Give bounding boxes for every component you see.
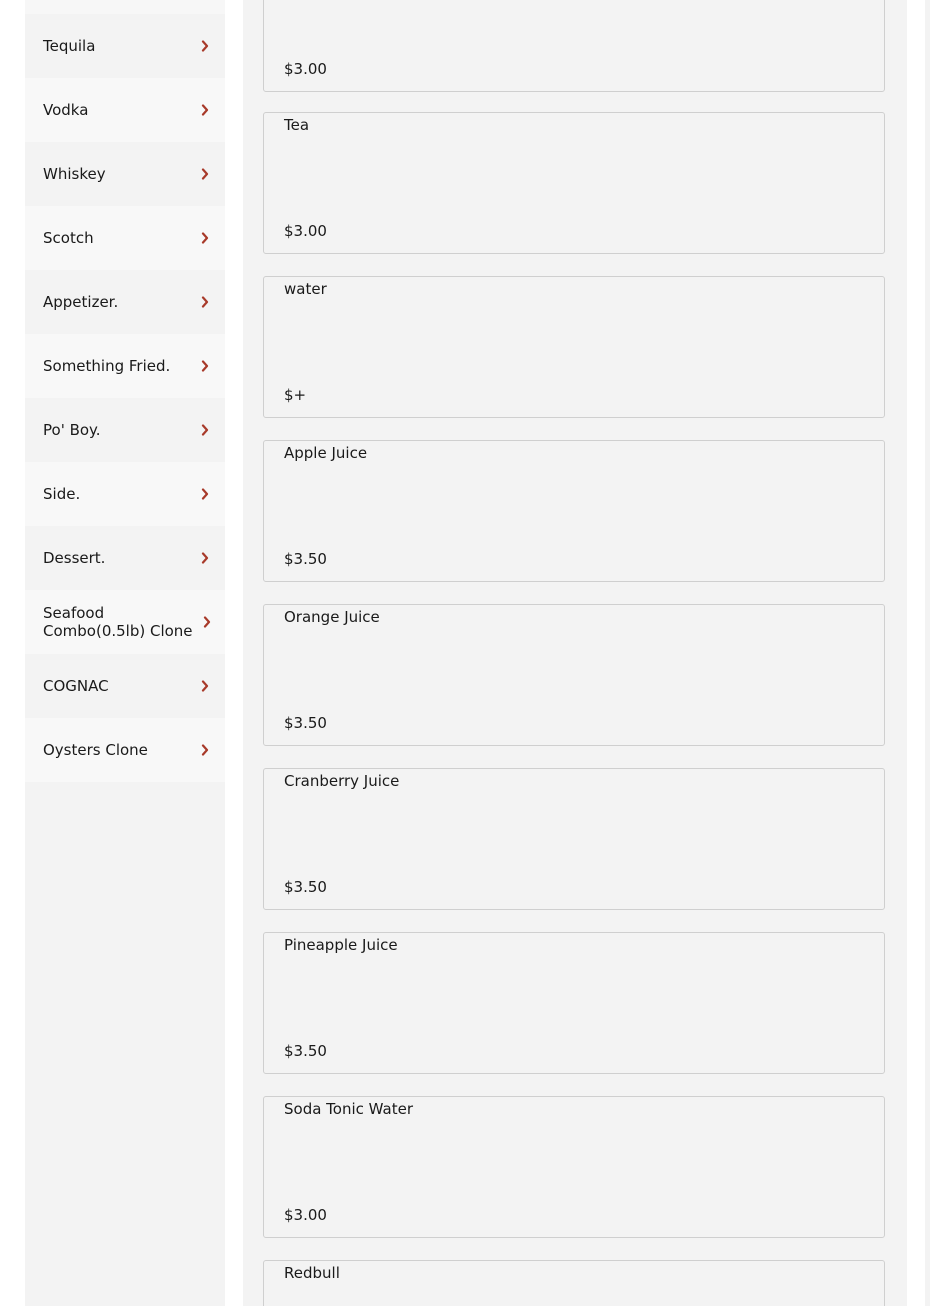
chevron-right-icon bbox=[199, 743, 211, 757]
sidebar-item-label: Seafood Combo(0.5lb) Clone bbox=[43, 604, 193, 640]
menu-item-card[interactable] bbox=[263, 604, 885, 746]
sidebar-item-label: Side. bbox=[43, 485, 81, 503]
menu-item-price: $3.00 bbox=[284, 60, 327, 78]
menu-item-name: Soda Tonic Water bbox=[284, 1100, 414, 1118]
menu-item-price: $3.50 bbox=[284, 714, 327, 732]
menu-item-card[interactable] bbox=[263, 1096, 885, 1238]
sidebar-item-dessert[interactable] bbox=[25, 526, 225, 590]
sidebar-item-label: Whiskey bbox=[43, 165, 106, 183]
chevron-right-icon bbox=[199, 167, 211, 181]
sidebar-item-label: Something Fried. bbox=[43, 357, 171, 375]
menu-item-card[interactable] bbox=[263, 276, 885, 418]
sidebar-item-tequila[interactable] bbox=[25, 14, 225, 78]
sidebar-item-cognac[interactable] bbox=[25, 654, 225, 718]
sidebar-item-po-boy[interactable] bbox=[25, 398, 225, 462]
chevron-right-icon bbox=[199, 679, 211, 693]
sidebar-item-label: COGNAC bbox=[43, 677, 109, 695]
menu-items-panel bbox=[243, 0, 907, 1306]
chevron-right-icon bbox=[199, 487, 211, 501]
menu-item-name: water bbox=[284, 280, 327, 298]
sidebar-item-scotch[interactable] bbox=[25, 206, 225, 270]
menu-item-card[interactable] bbox=[263, 1260, 885, 1306]
menu-item-card[interactable] bbox=[263, 932, 885, 1074]
sidebar-item-label: Oysters Clone bbox=[43, 741, 148, 759]
sidebar-item-oysters-clone[interactable] bbox=[25, 718, 225, 782]
sidebar-item-label: Scotch bbox=[43, 229, 94, 247]
right-column-edge bbox=[925, 0, 930, 1306]
chevron-right-icon bbox=[199, 551, 211, 565]
menu-item-name: Apple Juice bbox=[284, 444, 368, 462]
sidebar-item-label: Po' Boy. bbox=[43, 421, 101, 439]
menu-item-price: $3.50 bbox=[284, 550, 327, 568]
menu-item-price: $3.00 bbox=[284, 222, 327, 240]
sidebar-item-something-fried[interactable] bbox=[25, 334, 225, 398]
sidebar-item-appetizer[interactable] bbox=[25, 270, 225, 334]
sidebar-item-partial[interactable] bbox=[25, 0, 225, 14]
category-sidebar bbox=[25, 0, 225, 1306]
sidebar-item-label: Appetizer. bbox=[43, 293, 119, 311]
chevron-right-icon bbox=[199, 423, 211, 437]
chevron-right-icon bbox=[199, 231, 211, 245]
menu-item-name: Orange Juice bbox=[284, 608, 380, 626]
menu-item-card[interactable] bbox=[263, 112, 885, 254]
sidebar-item-label: Tequila bbox=[43, 37, 96, 55]
menu-item-price: $3.50 bbox=[284, 1042, 327, 1060]
menu-item-price: $3.00 bbox=[284, 1206, 327, 1224]
chevron-right-icon bbox=[199, 359, 211, 373]
menu-item-price: $+ bbox=[284, 386, 307, 404]
chevron-right-icon bbox=[199, 103, 211, 117]
menu-item-name: Redbull bbox=[284, 1264, 340, 1282]
menu-item-name: Pineapple Juice bbox=[284, 936, 398, 954]
menu-item-price: $3.50 bbox=[284, 878, 327, 896]
menu-item-name: Tea bbox=[284, 116, 310, 134]
chevron-right-icon bbox=[202, 615, 211, 629]
sidebar-item-whiskey[interactable] bbox=[25, 142, 225, 206]
menu-item-name: Cranberry Juice bbox=[284, 772, 400, 790]
sidebar-item-seafood-combo-clone[interactable] bbox=[25, 590, 225, 654]
menu-item-card[interactable] bbox=[263, 768, 885, 910]
sidebar-item-label: Vodka bbox=[43, 101, 89, 119]
sidebar-item-label: Dessert. bbox=[43, 549, 106, 567]
menu-item-card[interactable] bbox=[263, 0, 885, 92]
sidebar-item-vodka[interactable] bbox=[25, 78, 225, 142]
chevron-right-icon bbox=[199, 39, 211, 53]
chevron-right-icon bbox=[199, 295, 211, 309]
menu-item-card[interactable] bbox=[263, 440, 885, 582]
sidebar-item-side[interactable] bbox=[25, 462, 225, 526]
